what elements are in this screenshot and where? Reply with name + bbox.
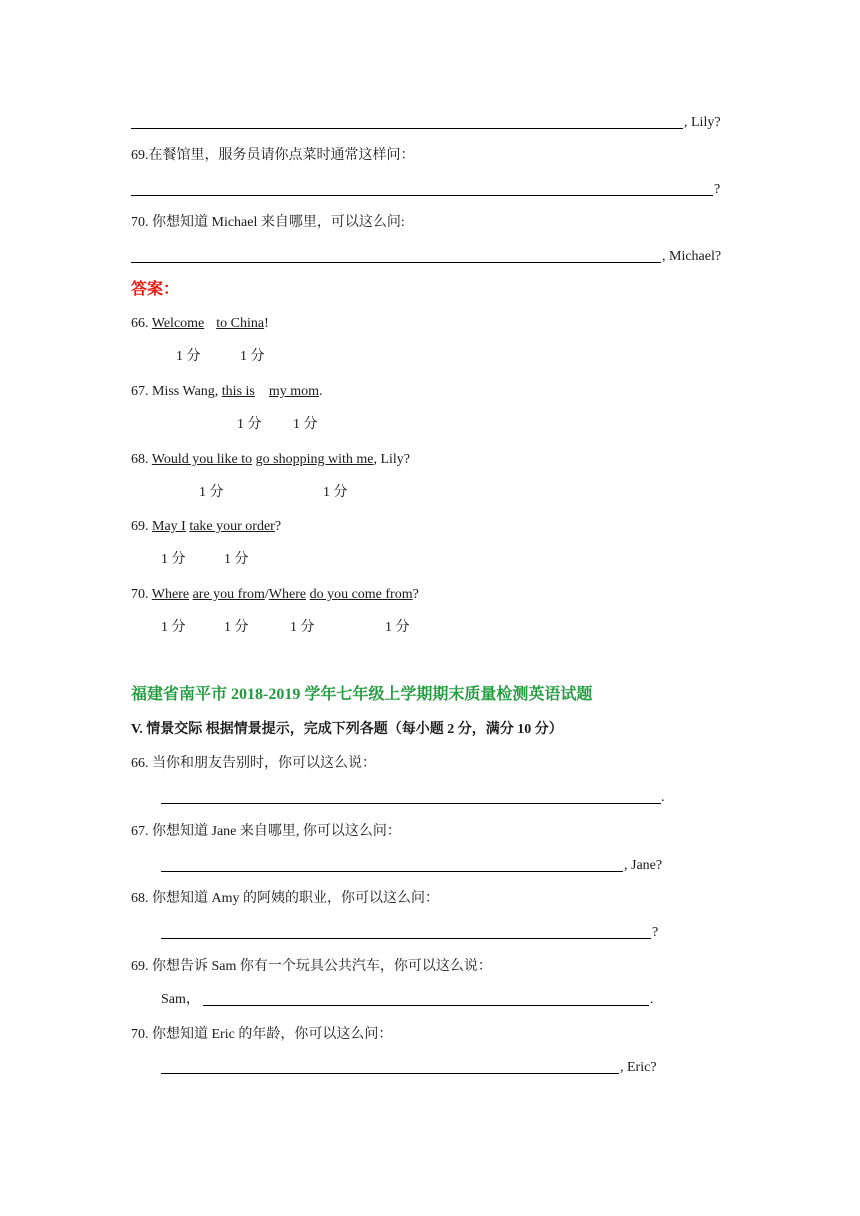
- answer-68: 68. Would you like to go shopping with me, Lily?: [131, 452, 411, 467]
- answer-66-part1: Welcome: [151, 316, 205, 331]
- q69-lead: Sam，: [161, 992, 200, 1007]
- q69-tail-s2: .: [650, 992, 654, 1007]
- answer-69-part1: May I: [152, 519, 186, 534]
- question-70-prompt: 70. 你想知道 Michael 来自哪里，可以这么问:: [131, 215, 405, 230]
- answer-70-score-1: 1 分: [161, 620, 186, 635]
- answer-68-part1: Would you like to: [151, 452, 253, 467]
- section-title: 福建省南平市 2018-2019 学年七年级上学期期末质量检测英语试题: [131, 686, 593, 703]
- answer-69-score-2: 1 分: [224, 552, 249, 567]
- answer-67-score-1: 1 分: [237, 417, 262, 432]
- answer-blank-70[interactable]: [161, 1073, 619, 1074]
- answer-67: 67. Miss Wang, this is my mom.: [131, 384, 323, 399]
- question-66-prompt: 66. 当你和朋友告别时，你可以这么说：: [131, 756, 376, 771]
- question-68-prompt: 68. 你想知道 Amy 的阿姨的职业，你可以这么问：: [131, 891, 439, 906]
- answer-70-score-3: 1 分: [290, 620, 315, 635]
- answer-69: 69. May I take your order?: [131, 519, 282, 534]
- answer-67-part2: my mom: [268, 384, 320, 399]
- q70-tail-s2: , Eric?: [620, 1060, 657, 1075]
- answer-66-part2: to China: [216, 316, 265, 331]
- question-67-prompt: 67. 你想知道 Jane 来自哪里, 你可以这么问：: [131, 824, 401, 839]
- answer-70-score-2: 1 分: [224, 620, 249, 635]
- answer-68-part2: go shopping with me: [255, 452, 374, 467]
- answer-70-part4: do you come from: [309, 587, 413, 602]
- answer-blank-67[interactable]: [161, 871, 623, 872]
- answer-70-part3: Where: [268, 587, 307, 602]
- question-70-prompt-s2: 70. 你想知道 Eric 的年龄，你可以这么问：: [131, 1027, 393, 1042]
- answer-67-part1: this is: [221, 384, 255, 399]
- answer-70-number: 70.: [131, 587, 149, 602]
- answer-70-part2: are you from: [192, 587, 265, 602]
- answer-66-score-1: 1 分: [176, 349, 201, 364]
- answer-69-number: 69.: [131, 519, 149, 534]
- answer-68-score-1: 1 分: [199, 485, 224, 500]
- answer-blank-69[interactable]: [203, 1005, 649, 1006]
- answer-blank-68[interactable]: [161, 938, 651, 939]
- q66-tail: .: [661, 790, 665, 805]
- answer-66: 66. Welcome to China!: [131, 316, 269, 331]
- answer-69-score-1: 1 分: [161, 552, 186, 567]
- answer-blank-70-top[interactable]: [131, 262, 661, 263]
- answer-70-score-4: 1 分: [385, 620, 410, 635]
- q67-tail: , Jane?: [624, 858, 663, 873]
- question-69-prompt-s2: 69. 你想告诉 Sam 你有一个玩具公共汽车，你可以这么说：: [131, 959, 492, 974]
- answer-66-number: 66.: [131, 316, 149, 331]
- answer-67-score-2: 1 分: [293, 417, 318, 432]
- q70-tail: , Michael?: [662, 249, 722, 264]
- answer-69-part2: take your order: [189, 519, 275, 534]
- answer-68-score-2: 1 分: [323, 485, 348, 500]
- q69-tail: ?: [714, 182, 721, 197]
- question-69-prompt: 69.在餐馆里，服务员请你点菜时通常这样问：: [131, 148, 415, 163]
- answer-blank-68-top[interactable]: [131, 128, 683, 129]
- answers-heading: 答案：: [131, 281, 180, 298]
- section-instruction: V. 情景交际 根据情景提示，完成下列各题（每小题 2 分，满分 10 分）: [131, 722, 563, 737]
- answer-blank-66[interactable]: [161, 803, 661, 804]
- answer-70-part1: Where: [151, 587, 190, 602]
- q68-tail: , Lily?: [684, 115, 721, 130]
- answer-blank-69-top[interactable]: [131, 195, 713, 196]
- answer-68-number: 68.: [131, 452, 149, 467]
- answer-67-prefix: 67. Miss Wang,: [131, 384, 219, 399]
- answer-70: 70. Where are you from/Where do you come from?: [131, 587, 419, 602]
- answer-66-score-2: 1 分: [240, 349, 265, 364]
- q68-tail-s2: ?: [652, 925, 659, 940]
